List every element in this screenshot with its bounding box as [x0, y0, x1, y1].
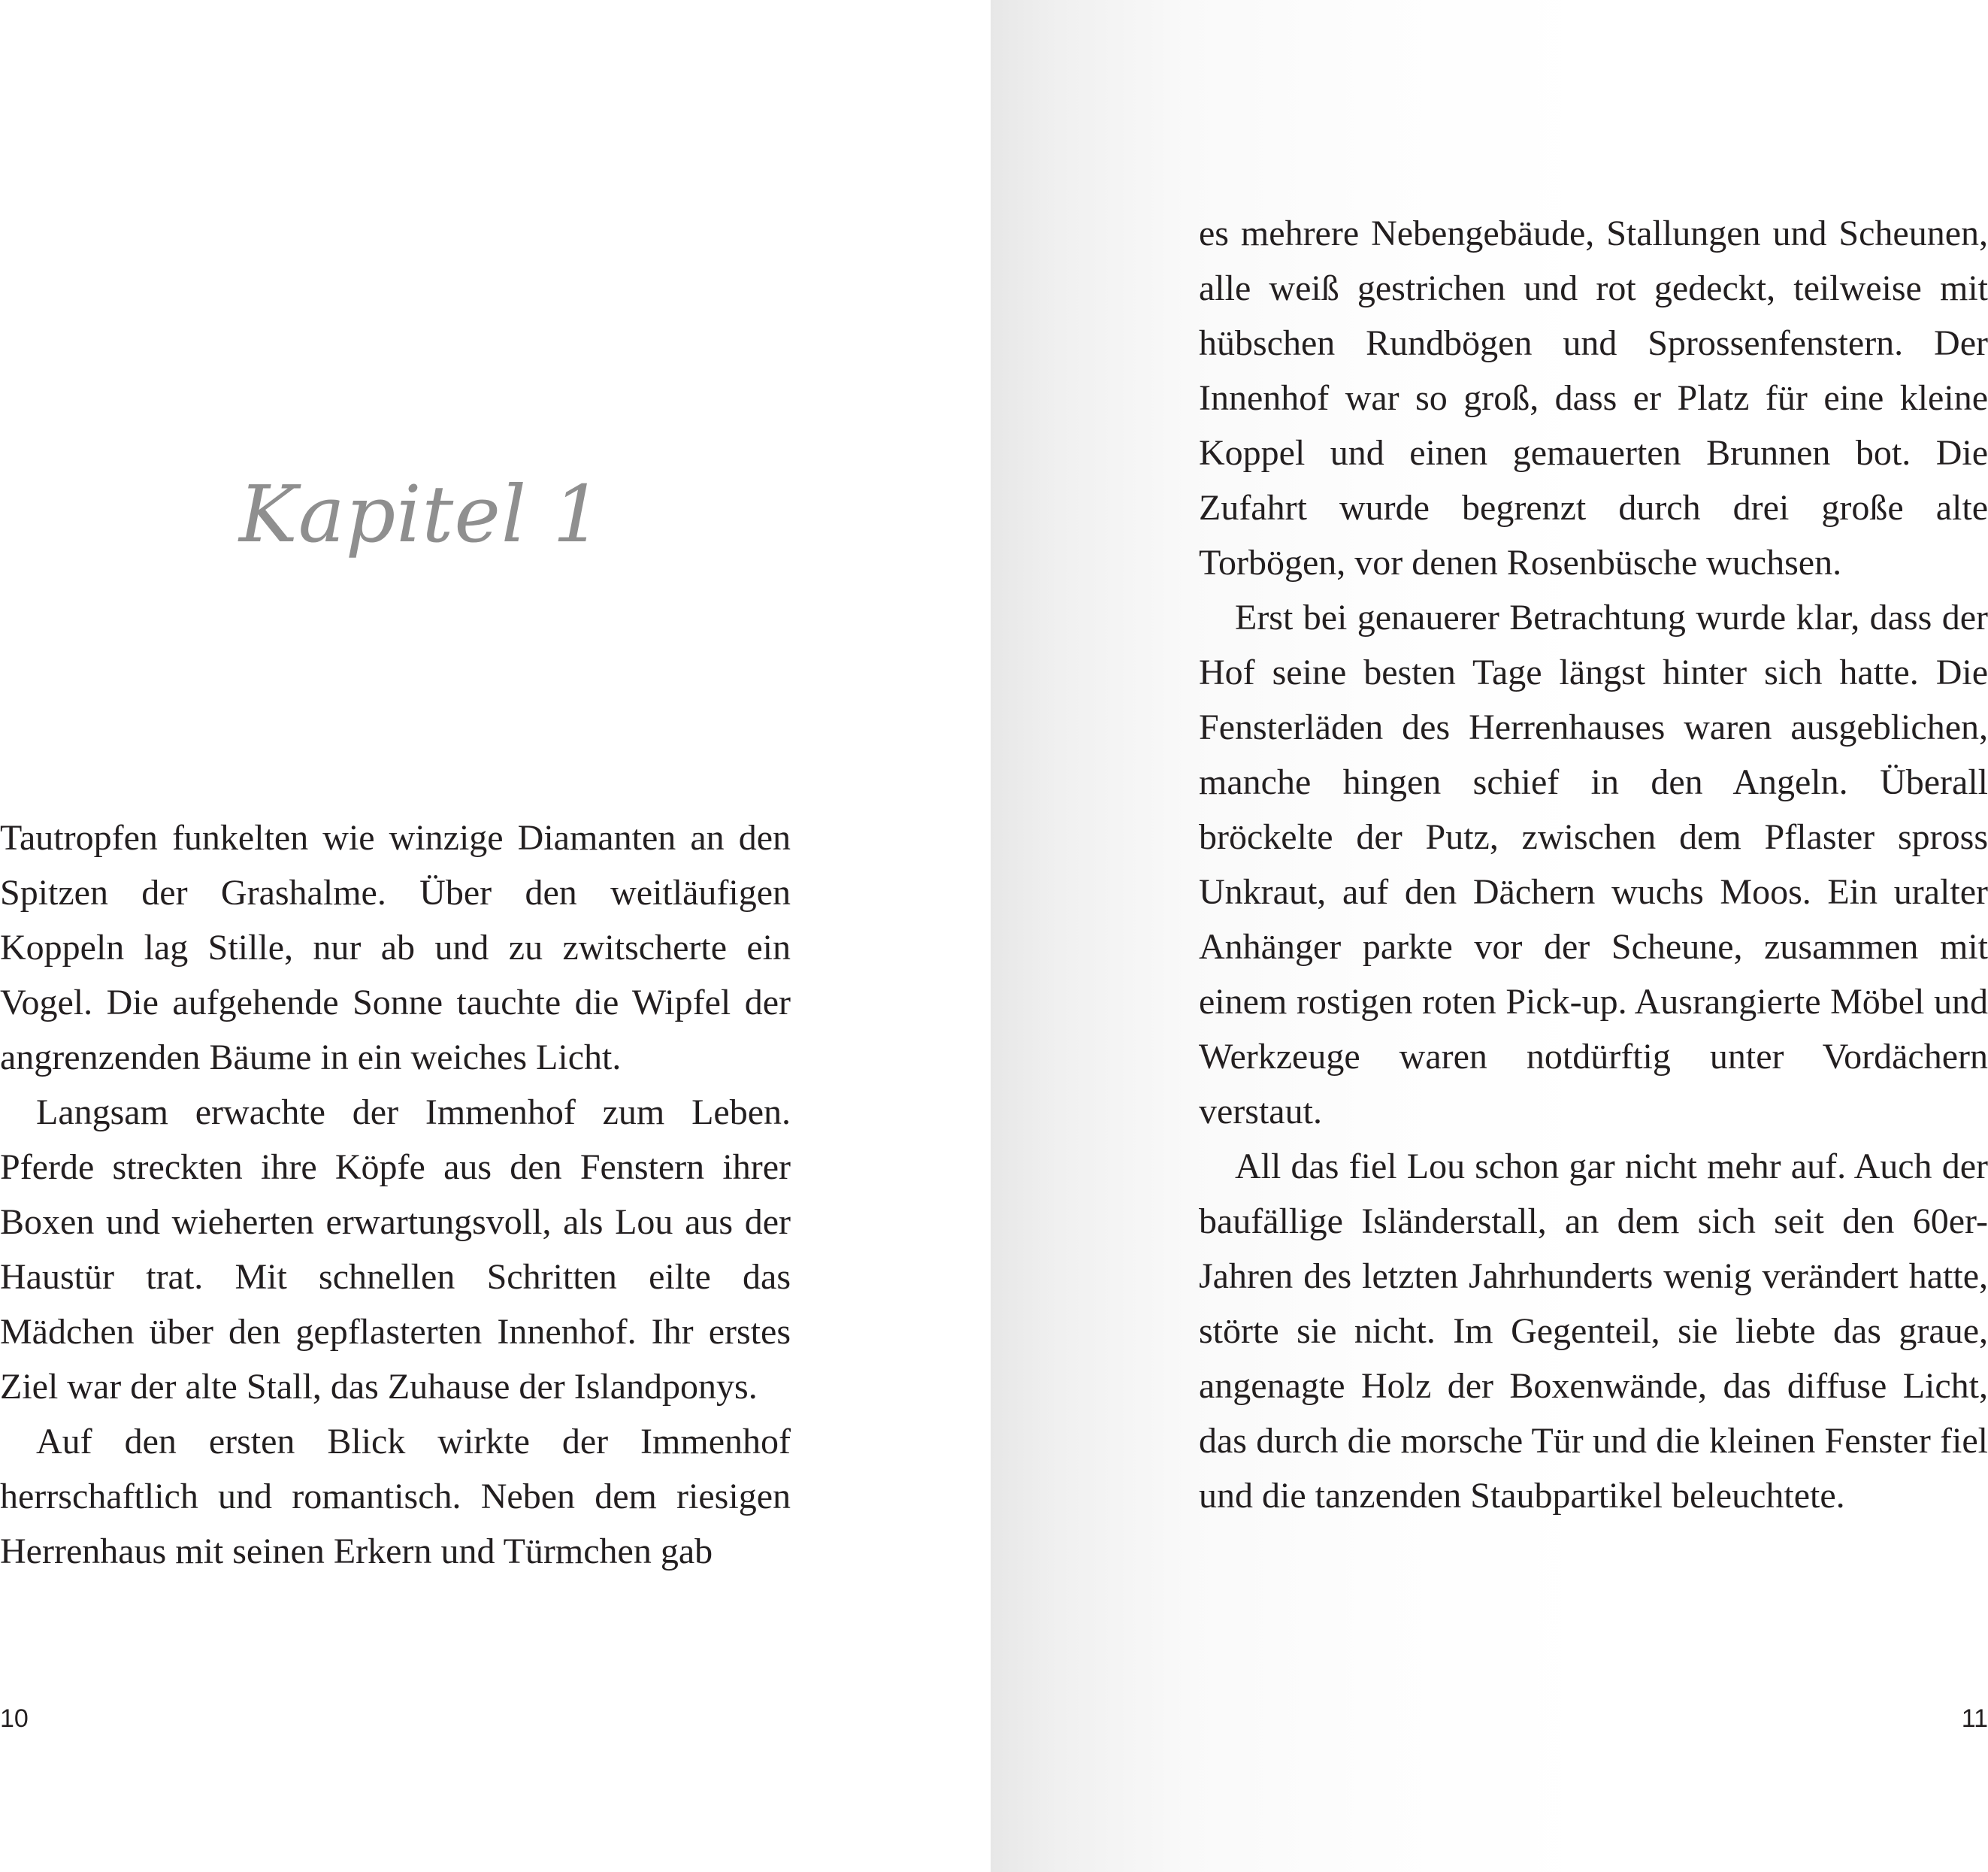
paragraph: Erst bei genauerer Betrachtung wurde klar, dass der Hof seine besten Tage längst hinter sich hatte. Die Fensterläden des Herrenhauses waren ausgeblichen, manche hingen schief in den Angeln. Überall bröckelte der Putz, zwischen dem Pflaster spross Unkraut, auf den Dächern wuchs Moos. Ein uralter Anhänger parkte vor der Scheune, zusammen mit einem rostigen roten Pick-up. Ausrangierte Möbel und Werkzeuge waren notdürftig unter Vordächern verstaut. [1199, 598, 1988, 1131]
page-number-right: 11 [1961, 1704, 1988, 1733]
paragraph: es mehrere Nebengebäude, Stallungen und Scheunen, alle weiß gestrichen und rot gedeckt, teilweise mit hübschen Rundbögen und Sprossenfenstern. Der Innenhof war so groß, dass er Platz für eine kleine Koppel und einen gemauerten Brunnen bot. Die Zufahrt wurde begrenzt durch drei große alte Torbögen, vor denen Rosenbüsche wuchsen. [1199, 214, 1988, 583]
right-page-body [1199, 206, 1988, 1523]
paragraph: All das fiel Lou schon gar nicht mehr auf. Auch der baufällige Isländerstall, an dem sich seit den 60er-Jahren des letzten Jahrhunderts wenig verändert hatte, störte sie nicht. Im Gegenteil, sie liebte das graue, angenagte Holz der Boxenwände, das diffuse Licht, das durch die morsche Tür und die kleinen Fenster fiel und die tanzenden Staubpartikel beleuchtete. [1199, 1147, 1988, 1516]
chapter-title: Kapitel 1 [239, 468, 604, 560]
left-page [0, 0, 991, 1872]
page-number-left: 10 [0, 1704, 29, 1733]
paragraph: Auf den ersten Blick wirkte der Immenhof herrschaftlich und romantisch. Neben dem riesigen Herrenhaus mit seinen Erkern und Türmchen gab [0, 1422, 791, 1571]
left-page-body [0, 810, 791, 1579]
paragraph: Tautropfen funkelten wie winzige Diamanten an den Spitzen der Grashalme. Über den weitläufigen Koppeln lag Stille, nur ab und zu zwitscherte ein Vogel. Die aufgehende Sonne tauchte die Wipfel der angrenzenden Bäume in ein weiches Licht. [0, 818, 791, 1077]
paragraph: Langsam erwachte der Immenhof zum Leben. Pferde streckten ihre Köpfe aus den Fenstern ihrer Boxen und wieherten erwartungsvoll, als Lou aus der Haustür trat. Mit schnellen Schritten eilte das Mädchen über den gepflasterten Innenhof. Ihr erstes Ziel war der alte Stall, das Zuhause der Islandponys. [0, 1092, 791, 1407]
